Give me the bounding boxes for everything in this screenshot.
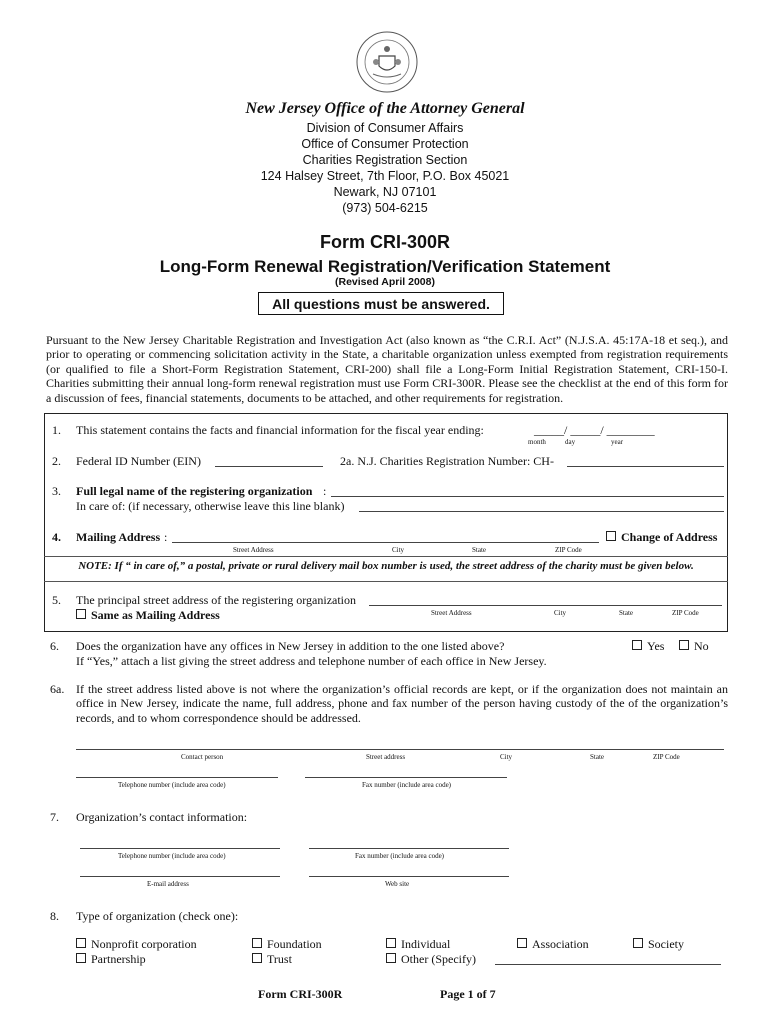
legal-name-input[interactable]: [331, 496, 724, 497]
q3-text: Full legal name of the registering organization: [76, 484, 313, 498]
year-label: year: [611, 438, 624, 446]
city-label: City: [500, 753, 513, 761]
other-specify-input[interactable]: [495, 964, 721, 965]
division: Division of Consumer Affairs: [306, 121, 464, 135]
change-of-address-label: Change of Address: [621, 530, 718, 544]
change-of-address-checkbox[interactable]: [606, 530, 717, 545]
principal-address-input[interactable]: [369, 605, 722, 606]
phone: (973) 504-6215: [342, 201, 428, 215]
custodian-address-input[interactable]: [76, 749, 724, 750]
state-seal: [355, 30, 419, 94]
partnership-checkbox[interactable]: [76, 952, 146, 967]
yes-label: Yes: [647, 639, 665, 653]
q3-number: 3.: [52, 484, 61, 498]
mailing-address-input[interactable]: [172, 542, 599, 543]
street-address: 124 Halsey Street, 7th Floor, P.O. Box 45021: [260, 169, 510, 183]
q1-text: This statement contains the facts and financial information for the fiscal year ending:: [76, 423, 484, 437]
footer-form-number: Form CRI-300R: [258, 987, 343, 1001]
org-fax-input[interactable]: [309, 848, 509, 849]
q6-yes-checkbox[interactable]: [632, 639, 664, 654]
org-website-input[interactable]: [309, 876, 509, 877]
q4-text: Mailing Address: [76, 530, 161, 544]
society-label: Society: [648, 937, 684, 951]
trust-checkbox[interactable]: [252, 952, 292, 967]
q2a-text: 2a. N.J. Charities Registration Number: CH-: [340, 454, 554, 468]
zip-label: ZIP Code: [653, 753, 680, 761]
fiscal-year-date-input[interactable]: _____/ _____/ ________: [534, 423, 655, 437]
individual-label: Individual: [401, 937, 451, 951]
agency-name: New Jersey Office of the Attorney General: [245, 100, 525, 117]
q6a-number: 6a.: [50, 682, 65, 696]
individual-checkbox[interactable]: [386, 937, 450, 952]
divider: [44, 581, 728, 582]
day-label: day: [565, 438, 576, 446]
telephone-label: Telephone number (include area code): [118, 781, 226, 789]
org-email-input[interactable]: [80, 876, 280, 877]
association-label: Association: [532, 937, 589, 951]
email-label: E-mail address: [147, 880, 189, 888]
same-as-mailing-label: Same as Mailing Address: [91, 608, 220, 622]
q5-number: 5.: [52, 593, 61, 607]
street-address-label: Street address: [366, 753, 406, 761]
q4-city-label: City: [392, 546, 405, 554]
same-as-mailing-checkbox[interactable]: [76, 608, 220, 623]
divider: [44, 556, 728, 557]
office: Office of Consumer Protection: [301, 137, 469, 151]
q5-zip-label: ZIP Code: [672, 609, 699, 617]
q7-number: 7.: [50, 810, 59, 824]
ein-input[interactable]: [215, 466, 323, 467]
all-questions-notice: All questions must be answered.: [258, 292, 504, 315]
fax-label: Fax number (include area code): [362, 781, 452, 789]
other-label: Other (Specify): [401, 952, 476, 966]
page-number: Page 1 of 7: [440, 987, 496, 1001]
q5-street-label: Street Address: [431, 609, 472, 617]
org-fax-label: Fax number (include area code): [355, 852, 445, 860]
note: NOTE: If “ in care of,” a postal, private or rural delivery mail box number is used, the street address of the charity must be given below.: [78, 560, 694, 572]
foundation-label: Foundation: [267, 937, 322, 951]
q4-street-label: Street Address: [233, 546, 274, 554]
care-of-text: In care of: (if necessary, otherwise leave this line blank): [76, 499, 345, 513]
q6-text: Does the organization have any offices in New Jersey in addition to the one listed above?: [76, 639, 505, 653]
other-checkbox[interactable]: [386, 952, 476, 967]
nonprofit-label: Nonprofit corporation: [91, 937, 197, 951]
intro-paragraph: Pursuant to the New Jersey Charitable Registration and Investigation Act (also known as “the C.R.I. Act” (N.J.S.A. 45:17A-18 et seq.), and prior to operating or commencing solicitation activity in the State, a charitable organization unless exempted from registration requirements (or qualified to file a Short-Form Registration Statement, CRI-200) shall file a Long-Form Initial Registration Statement, CRI-150-I. Charities submitting their annual long-form renewal registration must use Form CRI-300R. Please see the checklist at the end of this form for a discussion of fees, financial statements, documents to be attached, and other requirements for registration.: [46, 333, 728, 405]
q6-no-checkbox[interactable]: [679, 639, 709, 654]
q1-number: 1.: [52, 423, 61, 437]
state-label: State: [590, 753, 604, 761]
form-number: Form CRI-300R: [319, 232, 451, 252]
q8-number: 8.: [50, 909, 59, 923]
ch-number-input[interactable]: [567, 466, 724, 467]
q6-text2: If “Yes,” attach a list giving the street address and telephone number of each office in New Jersey.: [76, 654, 547, 668]
trust-label: Trust: [267, 952, 292, 966]
q7-text: Organization’s contact information:: [76, 810, 248, 824]
association-checkbox[interactable]: [517, 937, 589, 952]
q8-text: Type of organization (check one):: [76, 909, 239, 923]
q2-text: Federal ID Number (EIN): [76, 454, 201, 468]
month-label: month: [528, 438, 546, 446]
q4-state-label: State: [472, 546, 486, 554]
custodian-fax-input[interactable]: [305, 777, 507, 778]
q4-zip-label: ZIP Code: [555, 546, 582, 554]
partnership-label: Partnership: [91, 952, 146, 966]
q2-number: 2.: [52, 454, 61, 468]
website-label: Web site: [385, 880, 410, 888]
q5-state-label: State: [619, 609, 633, 617]
revision-date: (Revised April 2008): [335, 276, 435, 288]
contact-person-label: Contact person: [181, 753, 224, 761]
q6a-text: If the street address listed above is not where the organization’s official records are kept, or if the organization does not maintain an office in New Jersey, indicate the name, full address, phone and fax number of the person having custody of the of the organization’s records, and to whom correspondence should be addressed.: [76, 682, 728, 725]
custodian-phone-input[interactable]: [76, 777, 278, 778]
nonprofit-checkbox[interactable]: [76, 937, 197, 952]
org-telephone-label: Telephone number (include area code): [118, 852, 226, 860]
q5-city-label: City: [554, 609, 567, 617]
q4-number: 4.: [52, 530, 61, 544]
society-checkbox[interactable]: [633, 937, 684, 952]
section: Charities Registration Section: [302, 153, 468, 167]
foundation-checkbox[interactable]: [252, 937, 322, 952]
q5-text: The principal street address of the registering organization: [76, 593, 357, 607]
city-line: Newark, NJ 07101: [333, 185, 437, 199]
care-of-input[interactable]: [359, 511, 724, 512]
form-title: Long-Form Renewal Registration/Verification Statement: [159, 257, 611, 276]
q6-number: 6.: [50, 639, 59, 653]
no-label: No: [694, 639, 709, 653]
org-phone-input[interactable]: [80, 848, 280, 849]
